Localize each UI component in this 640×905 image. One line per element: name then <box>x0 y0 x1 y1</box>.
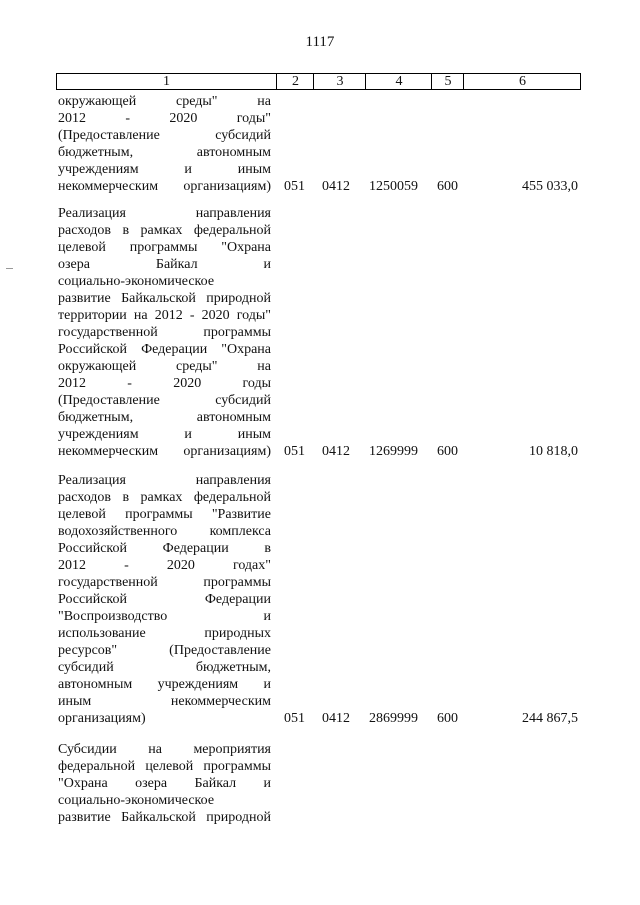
description-line: "Воспроизводство и <box>58 609 271 624</box>
expense-type-code: 600 <box>437 179 458 194</box>
description-line: озера Байкал и <box>58 257 271 272</box>
article-code: 1250059 <box>369 179 418 194</box>
description-line: 2012 - 2020 годы" <box>58 111 271 126</box>
chapter-code: 051 <box>284 444 305 459</box>
description-line: 2012 - 2020 годах" <box>58 558 271 573</box>
header-col-1: 1 <box>163 74 170 89</box>
header-col-2: 2 <box>276 74 314 89</box>
description-line: ресурсов" (Предоставление <box>58 643 271 658</box>
description-line: расходов в рамках федеральной <box>58 223 271 238</box>
description-line: учреждениям и иным <box>58 427 271 442</box>
header-col-6: 6 <box>463 74 581 89</box>
row-description <box>58 741 271 826</box>
amount-value: 244 867,5 <box>522 711 578 726</box>
description-line: государственной программы <box>58 575 271 590</box>
article-code: 1269999 <box>369 444 418 459</box>
row-description <box>58 472 271 727</box>
description-line: социально-экономическое <box>58 274 215 289</box>
description-line: "Охрана озера Байкал и <box>58 776 271 791</box>
description-line: некоммерческим организациям) <box>58 444 271 459</box>
description-line: окружающей среды" на <box>58 94 271 109</box>
description-line: иным некоммерческим <box>58 694 271 709</box>
description-line: целевой программы "Развитие <box>58 507 271 522</box>
description-line: субсидий бюджетным, <box>58 660 271 675</box>
description-line: (Предоставление субсидий <box>58 128 271 143</box>
header-col-5: 5 <box>431 74 464 89</box>
section-code: 0412 <box>322 444 350 459</box>
description-line: учреждениям и иным <box>58 162 271 177</box>
description-line: (Предоставление субсидий <box>58 393 271 408</box>
chapter-code: 051 <box>284 179 305 194</box>
description-line: расходов в рамках федеральной <box>58 490 271 505</box>
description-line: Реализация направления <box>58 473 271 488</box>
amount-value: 455 033,0 <box>522 179 578 194</box>
description-line: Субсидии на мероприятия <box>58 742 271 757</box>
header-col-3: 3 <box>313 74 366 89</box>
description-line: развитие Байкальской природной <box>58 291 271 306</box>
description-line: социально-экономическое <box>58 793 215 808</box>
description-line: организациям) <box>58 711 146 726</box>
description-line: Российской Федерации <box>58 592 271 607</box>
description-line: окружающей среды" на <box>58 359 271 374</box>
description-line: 2012 - 2020 годы <box>58 376 271 391</box>
table-header <box>56 73 581 90</box>
description-line: некоммерческим организациям) <box>58 179 271 194</box>
description-line: бюджетным, автономным <box>58 145 271 160</box>
header-col-4: 4 <box>365 74 432 89</box>
description-line: территории на 2012 - 2020 годы" <box>58 308 271 323</box>
section-code: 0412 <box>322 179 350 194</box>
page-number: 1117 <box>305 34 335 50</box>
description-line: государственной программы <box>58 325 271 340</box>
description-line: автономным учреждениям и <box>58 677 271 692</box>
margin-mark <box>6 268 13 269</box>
description-line: целевой программы "Охрана <box>58 240 271 255</box>
description-line: Российской Федерации в <box>58 541 271 556</box>
article-code: 2869999 <box>369 711 418 726</box>
description-line: федеральной целевой программы <box>58 759 271 774</box>
section-code: 0412 <box>322 711 350 726</box>
description-line: развитие Байкальской природной <box>58 810 271 825</box>
description-line: Российской Федерации "Охрана <box>58 342 271 357</box>
chapter-code: 051 <box>284 711 305 726</box>
description-line: Реализация направления <box>58 206 271 221</box>
row-description <box>58 93 271 195</box>
expense-type-code: 600 <box>437 711 458 726</box>
description-line: бюджетным, автономным <box>58 410 271 425</box>
description-line: использование природных <box>58 626 271 641</box>
expense-type-code: 600 <box>437 444 458 459</box>
amount-value: 10 818,0 <box>529 444 578 459</box>
description-line: водохозяйственного комплекса <box>58 524 271 539</box>
row-description <box>58 205 271 460</box>
